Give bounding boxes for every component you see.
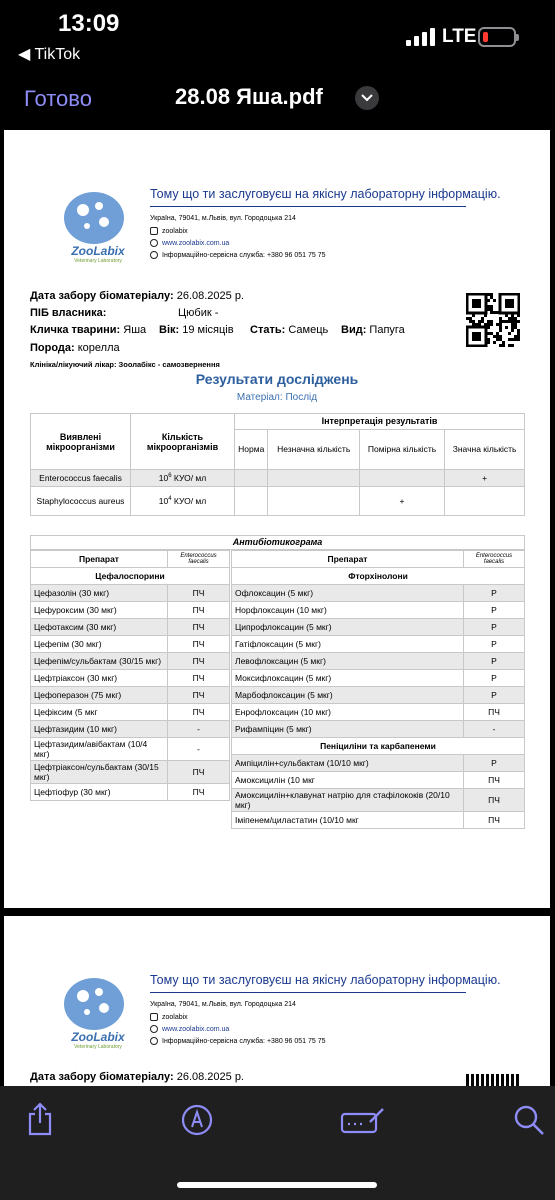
divider <box>150 992 466 993</box>
divider <box>150 206 466 207</box>
back-to-app-link[interactable]: ◀ TikTok <box>18 46 81 63</box>
chevron-down-icon[interactable] <box>355 86 379 110</box>
results-table <box>30 413 525 516</box>
col-drug: Препарат <box>31 551 168 568</box>
col-high: Значна кількість <box>445 429 525 469</box>
table-row <box>31 784 230 801</box>
home-indicator[interactable] <box>177 1182 377 1188</box>
service-row <box>150 251 326 259</box>
group-title: Цефалоспорини <box>31 568 230 585</box>
result-cell: ПЧ <box>168 619 230 636</box>
drug-cell: Амоксицилін+клавунат натрію для стафілококів (20/10 мкг) <box>232 789 464 812</box>
count-unit: КУО/ мл <box>171 473 207 483</box>
battery-icon <box>478 27 516 47</box>
drug-cell: Цефазолін (30 мкг) <box>31 585 168 602</box>
table-row <box>232 772 525 789</box>
drug-cell: Цефуроксим (30 мкг) <box>31 602 168 619</box>
search-icon[interactable] <box>513 1104 545 1136</box>
drug-cell: Цефтазидим (10 мкг) <box>31 721 168 738</box>
table-row <box>31 602 230 619</box>
date-row <box>30 1071 244 1083</box>
drug-cell: Цефтазидим/авібактам (10/4 мкг) <box>31 738 168 761</box>
low-cell <box>268 470 359 487</box>
count-unit: КУО/ мл <box>171 496 207 506</box>
instagram-handle: zoolabix <box>162 1013 188 1021</box>
table-row <box>232 789 525 812</box>
table-row <box>232 755 525 772</box>
result-cell: ПЧ <box>168 585 230 602</box>
service-phone: Інформаційно-сервісна служба: +380 96 051 75 75 <box>162 251 326 259</box>
antibiogram-title: Антибіотикограма <box>30 535 525 550</box>
result-cell: ПЧ <box>168 670 230 687</box>
material: Матеріал: Послід <box>236 392 318 403</box>
signal-icon <box>406 28 436 46</box>
drug-cell: Цефіксим (5 мкг <box>31 704 168 721</box>
result-cell: ПЧ <box>168 653 230 670</box>
table-row <box>232 704 525 721</box>
tagline: Тому що ти заслуговуєш на якісну лабораторну інформацію. <box>150 973 501 987</box>
result-cell: ПЧ <box>464 789 525 812</box>
col-org: Enterococcus faecalis <box>168 551 230 568</box>
drug-cell: Цефепім (30 мкг) <box>31 636 168 653</box>
website-link[interactable]: www.zoolabix.com.ua <box>162 239 230 247</box>
info-icon <box>150 251 158 259</box>
sex-row <box>250 324 328 336</box>
pdf-page-2 <box>4 916 550 1086</box>
service-phone: Інформаційно-сервісна служба: +380 96 051 75 75 <box>162 1037 326 1045</box>
drug-cell: Амоксицилін (10 мкг <box>232 772 464 789</box>
species-row <box>341 324 405 336</box>
group-title: Фторхінолони <box>232 568 525 585</box>
result-cell: Р <box>464 755 525 772</box>
drug-cell: Цефотаксим (30 мкг) <box>31 619 168 636</box>
address: Україна, 79041, м.Львів, вул. Городоцька 214 <box>150 215 296 222</box>
table-row <box>232 585 525 602</box>
network-type: LTE <box>442 26 477 47</box>
table-row <box>31 487 525 516</box>
result-cell: Р <box>464 585 525 602</box>
date-value: 26.08.2025 р. <box>176 290 244 302</box>
table-row <box>232 653 525 670</box>
website-row <box>150 239 229 247</box>
instagram-icon <box>150 1013 158 1021</box>
antibiogram-right-table <box>231 550 525 829</box>
table-row <box>232 812 525 829</box>
share-icon[interactable] <box>26 1102 54 1136</box>
address: Україна, 79041, м.Львів, вул. Городоцька 214 <box>150 1001 296 1008</box>
col-low: Незначна кількість <box>268 429 359 469</box>
result-cell: Р <box>464 619 525 636</box>
status-time: 13:09 <box>58 10 120 37</box>
antibiogram-left-table <box>30 550 230 801</box>
brand-subtitle: Veterinary Laboratory <box>74 1044 122 1050</box>
drug-cell: Цефтіофур (30 мкг) <box>31 784 168 801</box>
result-cell: ПЧ <box>168 687 230 704</box>
date-row <box>30 290 244 302</box>
service-row <box>150 1037 326 1045</box>
table-row <box>232 602 525 619</box>
document-title[interactable]: 28.08 Яша.pdf <box>175 84 323 109</box>
annotate-icon[interactable] <box>340 1106 386 1134</box>
count-exp: 6 <box>168 473 172 480</box>
drug-cell: Цефтріаксон/сульбактам (30/15 мкг) <box>31 761 168 784</box>
done-button[interactable]: Готово <box>24 86 92 111</box>
col-drug: Препарат <box>232 551 464 568</box>
owner-value: Цюбик - <box>178 307 219 319</box>
breed-value: корелла <box>77 342 120 354</box>
result-cell: ПЧ <box>168 636 230 653</box>
pet-label: Кличка тварини: <box>30 324 121 336</box>
result-cell: ПЧ <box>464 704 525 721</box>
table-row <box>31 738 230 761</box>
pet-value: Яша <box>123 324 147 336</box>
result-cell: ПЧ <box>464 772 525 789</box>
drug-cell: Цефоперазон (75 мкг) <box>31 687 168 704</box>
qr-code-icon <box>466 1074 520 1086</box>
date-label: Дата забору біоматеріалу: <box>30 1071 174 1083</box>
sex-label: Стать: <box>250 324 286 336</box>
count-cell <box>131 487 235 516</box>
drug-cell: Цефтріаксон (30 мкг) <box>31 670 168 687</box>
owner-label-text: ПІБ власника: <box>30 307 107 319</box>
drug-cell: Ампіцилін+сульбактам (10/10 мкг) <box>232 755 464 772</box>
col-norm: Норма <box>235 429 268 469</box>
drug-cell: Енрофлоксацин (10 мкг) <box>232 704 464 721</box>
table-row <box>232 670 525 687</box>
species-value: Папуга <box>369 324 405 336</box>
result-cell: - <box>168 721 230 738</box>
instagram-row <box>150 227 188 235</box>
col-org: Enterococcus faecalis <box>464 551 525 568</box>
date-label: Дата забору біоматеріалу: <box>30 290 174 302</box>
table-row <box>31 704 230 721</box>
table-row <box>31 585 230 602</box>
breed-row <box>30 342 120 354</box>
table-row <box>232 687 525 704</box>
drug-cell: Цефепім/сульбактам (30/15 мкг) <box>31 653 168 670</box>
group-title: Пеніциліни та карбапенеми <box>232 738 525 755</box>
table-row <box>31 687 230 704</box>
result-cell: ПЧ <box>168 704 230 721</box>
tagline: Тому що ти заслуговуєш на якісну лабораторну інформацію. <box>150 187 501 201</box>
result-cell: Р <box>464 636 525 653</box>
result-cell: ПЧ <box>168 761 230 784</box>
table-row <box>31 470 525 487</box>
drug-cell: Офлоксацин (5 мкг) <box>232 585 464 602</box>
col-count: Кількість мікроорганізмів <box>131 414 235 470</box>
breed-label: Порода: <box>30 342 75 354</box>
qr-code-icon <box>466 293 520 347</box>
table-row <box>31 761 230 784</box>
table-row <box>31 653 230 670</box>
drug-cell: Моксифлоксацин (5 мкг) <box>232 670 464 687</box>
result-cell: ПЧ <box>168 784 230 801</box>
species-label: Вид: <box>341 324 367 336</box>
mod-cell <box>359 470 444 487</box>
result-cell: Р <box>464 602 525 619</box>
pet-row <box>30 324 146 336</box>
age-value: 19 місяців <box>182 324 234 336</box>
website-row <box>150 1025 229 1033</box>
info-icon <box>150 1037 158 1045</box>
result-cell: - <box>464 721 525 738</box>
count-base: 10 <box>158 496 169 506</box>
results-title: Результати досліджень <box>195 371 359 387</box>
result-cell: Р <box>464 670 525 687</box>
drug-cell: Гатіфлоксацин (5 мкг) <box>232 636 464 653</box>
age-row <box>159 324 234 336</box>
brand-subtitle: Veterinary Laboratory <box>74 258 122 264</box>
table-row <box>232 619 525 636</box>
sex-value: Самець <box>288 324 329 336</box>
norm-cell <box>235 470 268 487</box>
result-cell: - <box>168 738 230 761</box>
count-exp: 4 <box>168 496 172 503</box>
drug-cell: Іміпенем/циластатин (10/10 мкг <box>232 812 464 829</box>
drug-cell: Норфлоксацин (10 мкг) <box>232 602 464 619</box>
col-micro: Виявлені мікроорганізми <box>31 414 131 470</box>
markup-icon[interactable] <box>181 1104 213 1136</box>
table-row <box>31 619 230 636</box>
mod-cell: + <box>359 487 444 516</box>
table-row <box>31 670 230 687</box>
brand-name: ZooLabix <box>71 244 125 258</box>
count-cell <box>131 470 235 487</box>
brand-name: ZooLabix <box>71 1030 125 1044</box>
date-value: 26.08.2025 р. <box>176 1071 244 1083</box>
instagram-icon <box>150 227 158 235</box>
instagram-handle: zoolabix <box>162 227 188 235</box>
instagram-row <box>150 1013 188 1021</box>
owner-label <box>30 307 106 319</box>
age-label: Вік: <box>159 324 180 336</box>
drug-cell: Левофлоксацин (5 мкг) <box>232 653 464 670</box>
org-cell: Enterococcus faecalis <box>31 470 131 487</box>
drug-cell: Рифампіцин (5 мкг) <box>232 721 464 738</box>
result-cell: Р <box>464 687 525 704</box>
result-cell: Р <box>464 653 525 670</box>
col-interp: Інтерпретація результатів <box>235 414 525 430</box>
table-row <box>31 636 230 653</box>
high-cell: + <box>445 470 525 487</box>
table-row <box>232 636 525 653</box>
table-row <box>31 721 230 738</box>
drug-cell: Марбофлоксацин (5 мкг) <box>232 687 464 704</box>
globe-icon <box>150 239 158 247</box>
table-row <box>232 721 525 738</box>
org-cell: Staphylococcus aureus <box>31 487 131 516</box>
col-mod: Помірна кількість <box>359 429 444 469</box>
clinic-row: Клініка/лікуючий лікар: Зоолабікс - самозвернення <box>30 360 220 369</box>
website-link[interactable]: www.zoolabix.com.ua <box>162 1025 230 1033</box>
result-cell: ПЧ <box>464 812 525 829</box>
high-cell <box>445 487 525 516</box>
pdf-page-1 <box>4 130 550 908</box>
result-cell: ПЧ <box>168 602 230 619</box>
drug-cell: Ципрофлоксацин (5 мкг) <box>232 619 464 636</box>
count-base: 10 <box>158 473 169 483</box>
low-cell <box>268 487 359 516</box>
globe-icon <box>150 1025 158 1033</box>
norm-cell <box>235 487 268 516</box>
